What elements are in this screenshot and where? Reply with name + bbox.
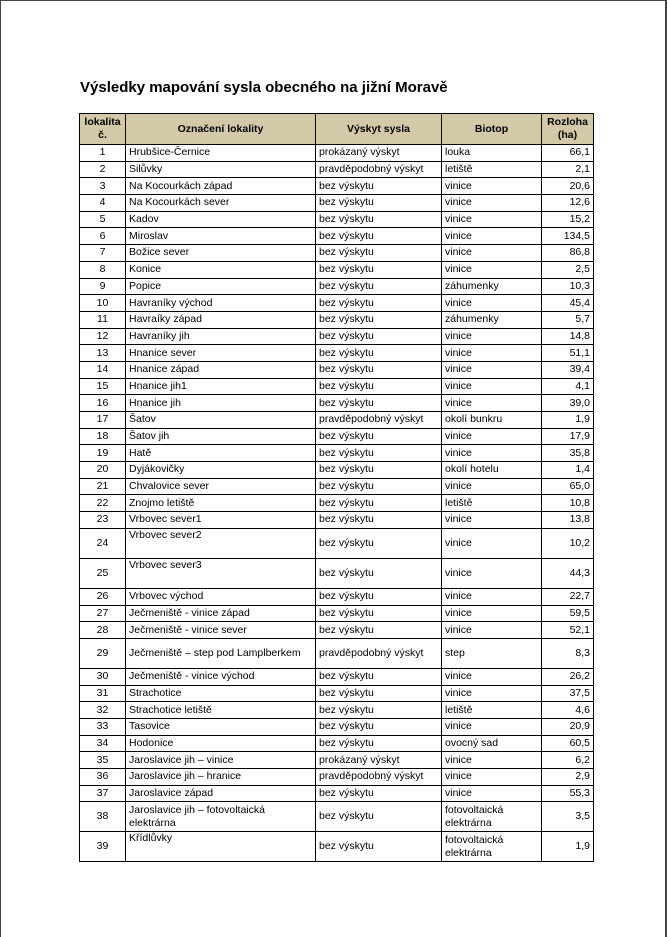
table-row — [80, 395, 594, 412]
biotope-cell: vinice — [442, 512, 542, 529]
table-row — [80, 622, 594, 639]
occurrence-cell: bez výskytu — [316, 718, 442, 735]
table-row — [80, 311, 594, 328]
locality-name-cell: Hnanice jih1 — [126, 378, 316, 395]
locality-name-cell: Jaroslavice jih – fotovoltaická elektrárna — [126, 802, 316, 832]
area-cell: 44,3 — [542, 558, 594, 588]
occurrence-cell: bez výskytu — [316, 478, 442, 495]
occurrence-cell: pravděpodobný výskyt — [316, 769, 442, 786]
area-cell: 1,4 — [542, 462, 594, 479]
locality-number-cell: 12 — [80, 328, 126, 345]
table-row — [80, 228, 594, 245]
locality-number-cell: 32 — [80, 702, 126, 719]
locality-name-cell: Ječmeniště - vinice západ — [126, 605, 316, 622]
table-row — [80, 445, 594, 462]
locality-name-cell: Šatov — [126, 412, 316, 429]
occurrence-cell: bez výskytu — [316, 588, 442, 605]
table-row — [80, 412, 594, 429]
table-row — [80, 512, 594, 529]
locality-number-cell: 36 — [80, 769, 126, 786]
locality-name-cell: Vrbovec východ — [126, 588, 316, 605]
locality-number-cell: 20 — [80, 462, 126, 479]
locality-name-cell: Havraíky západ — [126, 311, 316, 328]
biotope-cell: vinice — [442, 195, 542, 212]
biotope-cell: okolí hotelu — [442, 462, 542, 479]
locality-name-cell: Havraníky jih — [126, 328, 316, 345]
biotope-cell: vinice — [442, 528, 542, 558]
header-locality-name: Označení lokality — [126, 114, 316, 145]
locality-number-cell: 38 — [80, 802, 126, 832]
locality-name-cell: Hnanice západ — [126, 361, 316, 378]
table-row — [80, 161, 594, 178]
locality-name-cell: Vrbovec sever3 — [126, 558, 316, 588]
biotope-cell: vinice — [442, 178, 542, 195]
area-cell: 4,1 — [542, 378, 594, 395]
table-row — [80, 832, 594, 862]
area-cell: 37,5 — [542, 685, 594, 702]
table-row — [80, 528, 594, 558]
biotope-cell: vinice — [442, 245, 542, 262]
biotope-cell: fotovoltaická elektrárna — [442, 832, 542, 862]
area-cell: 2,5 — [542, 261, 594, 278]
locality-number-cell: 16 — [80, 395, 126, 412]
table-row — [80, 718, 594, 735]
table-row — [80, 478, 594, 495]
locality-name-cell: Popice — [126, 278, 316, 295]
area-cell: 66,1 — [542, 145, 594, 162]
locality-number-cell: 31 — [80, 685, 126, 702]
biotope-cell: vinice — [442, 228, 542, 245]
biotope-cell: vinice — [442, 361, 542, 378]
area-cell: 5,7 — [542, 311, 594, 328]
document-title: Výsledky mapování sysla obecného na jižní Moravě — [80, 79, 448, 96]
table-body — [80, 145, 594, 862]
area-cell: 2,1 — [542, 161, 594, 178]
area-cell: 4,6 — [542, 702, 594, 719]
biotope-cell: vinice — [442, 685, 542, 702]
occurrence-cell: bez výskytu — [316, 345, 442, 362]
biotope-cell: vinice — [442, 622, 542, 639]
occurrence-cell: bez výskytu — [316, 735, 442, 752]
area-cell: 35,8 — [542, 445, 594, 462]
locality-number-cell: 27 — [80, 605, 126, 622]
locality-number-cell: 37 — [80, 785, 126, 802]
table-row — [80, 769, 594, 786]
locality-number-cell: 21 — [80, 478, 126, 495]
locality-name-cell: Miroslav — [126, 228, 316, 245]
biotope-cell: ovocný sad — [442, 735, 542, 752]
locality-name-cell: Havraníky východ — [126, 295, 316, 312]
locality-number-cell: 26 — [80, 588, 126, 605]
area-cell: 20,9 — [542, 718, 594, 735]
biotope-cell: vinice — [442, 752, 542, 769]
table-row — [80, 261, 594, 278]
table-row — [80, 495, 594, 512]
table-row — [80, 178, 594, 195]
locality-number-cell: 19 — [80, 445, 126, 462]
locality-number-cell: 1 — [80, 145, 126, 162]
locality-name-cell: Ječmeniště - vinice východ — [126, 668, 316, 685]
locality-number-cell: 2 — [80, 161, 126, 178]
occurrence-cell: prokázaný výskyt — [316, 752, 442, 769]
occurrence-cell: bez výskytu — [316, 378, 442, 395]
biotope-cell: vinice — [442, 428, 542, 445]
biotope-cell: vinice — [442, 211, 542, 228]
occurrence-cell: bez výskytu — [316, 295, 442, 312]
area-cell: 22,7 — [542, 588, 594, 605]
table-row — [80, 588, 594, 605]
locality-number-cell: 8 — [80, 261, 126, 278]
occurrence-cell: bez výskytu — [316, 702, 442, 719]
locality-number-cell: 4 — [80, 195, 126, 212]
locality-number-cell: 10 — [80, 295, 126, 312]
locality-name-cell: Strachotice — [126, 685, 316, 702]
area-cell: 39,4 — [542, 361, 594, 378]
locality-number-cell: 3 — [80, 178, 126, 195]
area-cell: 2,9 — [542, 769, 594, 786]
occurrence-cell: bez výskytu — [316, 528, 442, 558]
occurrence-cell: bez výskytu — [316, 195, 442, 212]
occurrence-cell: bez výskytu — [316, 802, 442, 832]
occurrence-cell: bez výskytu — [316, 832, 442, 862]
biotope-cell: louka — [442, 145, 542, 162]
locality-name-cell: Dyjákovičky — [126, 462, 316, 479]
biotope-cell: záhumenky — [442, 311, 542, 328]
table-row — [80, 638, 594, 668]
locality-name-cell: Silůvky — [126, 161, 316, 178]
locality-number-cell: 18 — [80, 428, 126, 445]
area-cell: 52,1 — [542, 622, 594, 639]
occurrence-cell: bez výskytu — [316, 211, 442, 228]
table-row — [80, 211, 594, 228]
biotope-cell: letiště — [442, 702, 542, 719]
table-row — [80, 735, 594, 752]
biotope-cell: vinice — [442, 588, 542, 605]
occurrence-cell: bez výskytu — [316, 512, 442, 529]
occurrence-cell: bez výskytu — [316, 428, 442, 445]
header-occurrence: Výskyt sysla — [316, 114, 442, 145]
biotope-cell: vinice — [442, 395, 542, 412]
area-cell: 10,8 — [542, 495, 594, 512]
table-row — [80, 328, 594, 345]
locality-number-cell: 9 — [80, 278, 126, 295]
table-row — [80, 558, 594, 588]
area-cell: 59,5 — [542, 605, 594, 622]
biotope-cell: vinice — [442, 718, 542, 735]
occurrence-cell: bez výskytu — [316, 395, 442, 412]
locality-number-cell: 39 — [80, 832, 126, 862]
occurrence-cell: bez výskytu — [316, 558, 442, 588]
area-cell: 13,8 — [542, 512, 594, 529]
table-row — [80, 702, 594, 719]
biotope-cell: vinice — [442, 558, 542, 588]
locality-name-cell: Chvalovice sever — [126, 478, 316, 495]
area-cell: 39,0 — [542, 395, 594, 412]
table-row — [80, 462, 594, 479]
table-header-row — [80, 114, 594, 145]
locality-name-cell: Jaroslavice jih – hranice — [126, 769, 316, 786]
area-cell: 55,3 — [542, 785, 594, 802]
locality-name-cell: Hnanice sever — [126, 345, 316, 362]
biotope-cell: vinice — [442, 345, 542, 362]
table-row — [80, 785, 594, 802]
occurrence-cell: bez výskytu — [316, 228, 442, 245]
locality-name-cell: Hodonice — [126, 735, 316, 752]
locality-number-cell: 14 — [80, 361, 126, 378]
locality-name-cell: Kadov — [126, 211, 316, 228]
page-border-top — [0, 0, 667, 1]
locality-number-cell: 17 — [80, 412, 126, 429]
biotope-cell: vinice — [442, 605, 542, 622]
table-row — [80, 145, 594, 162]
area-cell: 26,2 — [542, 668, 594, 685]
locality-name-cell: Na Kocourkách sever — [126, 195, 316, 212]
locality-name-cell: Šatov jih — [126, 428, 316, 445]
area-cell: 134,5 — [542, 228, 594, 245]
locality-name-cell: Znojmo letiště — [126, 495, 316, 512]
table-row — [80, 605, 594, 622]
occurrence-cell: bez výskytu — [316, 328, 442, 345]
occurrence-cell: bez výskytu — [316, 685, 442, 702]
area-cell: 10,2 — [542, 528, 594, 558]
area-cell: 17,9 — [542, 428, 594, 445]
occurrence-cell: bez výskytu — [316, 445, 442, 462]
locality-name-cell: Křídlůvky — [126, 832, 316, 862]
area-cell: 6,2 — [542, 752, 594, 769]
table-row — [80, 752, 594, 769]
locality-table — [79, 113, 594, 862]
locality-number-cell: 15 — [80, 378, 126, 395]
locality-name-cell: Božice sever — [126, 245, 316, 262]
occurrence-cell: bez výskytu — [316, 622, 442, 639]
occurrence-cell: bez výskytu — [316, 278, 442, 295]
locality-name-cell: Ječmeniště – step pod Lamplberkem — [126, 638, 316, 668]
area-cell: 20,6 — [542, 178, 594, 195]
locality-name-cell: Vrbovec sever1 — [126, 512, 316, 529]
locality-name-cell: Konice — [126, 261, 316, 278]
biotope-cell: letiště — [442, 495, 542, 512]
area-cell: 14,8 — [542, 328, 594, 345]
locality-number-cell: 24 — [80, 528, 126, 558]
biotope-cell: vinice — [442, 769, 542, 786]
table-row — [80, 278, 594, 295]
occurrence-cell: bez výskytu — [316, 361, 442, 378]
locality-name-cell: Ječmeniště - vinice sever — [126, 622, 316, 639]
biotope-cell: vinice — [442, 328, 542, 345]
locality-number-cell: 35 — [80, 752, 126, 769]
locality-name-cell: Strachotice letiště — [126, 702, 316, 719]
occurrence-cell: bez výskytu — [316, 495, 442, 512]
locality-name-cell: Hnanice jih — [126, 395, 316, 412]
biotope-cell: záhumenky — [442, 278, 542, 295]
occurrence-cell: bez výskytu — [316, 668, 442, 685]
biotope-cell: letiště — [442, 161, 542, 178]
biotope-cell: vinice — [442, 378, 542, 395]
area-cell: 1,9 — [542, 832, 594, 862]
locality-number-cell: 29 — [80, 638, 126, 668]
biotope-cell: vinice — [442, 261, 542, 278]
locality-number-cell: 13 — [80, 345, 126, 362]
locality-number-cell: 5 — [80, 211, 126, 228]
area-cell: 15,2 — [542, 211, 594, 228]
occurrence-cell: pravděpodobný výskyt — [316, 412, 442, 429]
area-cell: 1,9 — [542, 412, 594, 429]
locality-number-cell: 23 — [80, 512, 126, 529]
occurrence-cell: pravděpodobný výskyt — [316, 638, 442, 668]
occurrence-cell: bez výskytu — [316, 245, 442, 262]
locality-number-cell: 22 — [80, 495, 126, 512]
area-cell: 45,4 — [542, 295, 594, 312]
locality-name-cell: Hatě — [126, 445, 316, 462]
biotope-cell: okolí bunkru — [442, 412, 542, 429]
table-row — [80, 802, 594, 832]
area-cell: 12,6 — [542, 195, 594, 212]
occurrence-cell: bez výskytu — [316, 178, 442, 195]
area-cell: 8,3 — [542, 638, 594, 668]
occurrence-cell: bez výskytu — [316, 311, 442, 328]
biotope-cell: step — [442, 638, 542, 668]
occurrence-cell: bez výskytu — [316, 605, 442, 622]
area-cell: 60,5 — [542, 735, 594, 752]
locality-name-cell: Vrbovec sever2 — [126, 528, 316, 558]
locality-number-cell: 11 — [80, 311, 126, 328]
occurrence-cell: prokázaný výskyt — [316, 145, 442, 162]
table-row — [80, 195, 594, 212]
locality-number-cell: 25 — [80, 558, 126, 588]
area-cell: 65,0 — [542, 478, 594, 495]
locality-name-cell: Na Kocourkách západ — [126, 178, 316, 195]
table-row — [80, 345, 594, 362]
locality-number-cell: 33 — [80, 718, 126, 735]
table-row — [80, 685, 594, 702]
biotope-cell: vinice — [442, 445, 542, 462]
header-area: Rozloha (ha) — [542, 114, 594, 145]
biotope-cell: vinice — [442, 478, 542, 495]
locality-number-cell: 34 — [80, 735, 126, 752]
locality-number-cell: 28 — [80, 622, 126, 639]
table-row — [80, 295, 594, 312]
locality-name-cell: Jaroslavice západ — [126, 785, 316, 802]
locality-name-cell: Jaroslavice jih – vinice — [126, 752, 316, 769]
table-row — [80, 245, 594, 262]
occurrence-cell: pravděpodobný výskyt — [316, 161, 442, 178]
area-cell: 51,1 — [542, 345, 594, 362]
table-row — [80, 428, 594, 445]
occurrence-cell: bez výskytu — [316, 261, 442, 278]
locality-number-cell: 6 — [80, 228, 126, 245]
biotope-cell: vinice — [442, 295, 542, 312]
locality-number-cell: 7 — [80, 245, 126, 262]
area-cell: 10,3 — [542, 278, 594, 295]
page-border-left — [0, 0, 1, 937]
table-row — [80, 668, 594, 685]
occurrence-cell: bez výskytu — [316, 462, 442, 479]
biotope-cell: fotovoltaická elektrárna — [442, 802, 542, 832]
table-row — [80, 378, 594, 395]
locality-name-cell: Tasovice — [126, 718, 316, 735]
table-row — [80, 361, 594, 378]
area-cell: 86,8 — [542, 245, 594, 262]
biotope-cell: vinice — [442, 785, 542, 802]
occurrence-cell: bez výskytu — [316, 785, 442, 802]
area-cell: 3,5 — [542, 802, 594, 832]
header-biotope: Biotop — [442, 114, 542, 145]
biotope-cell: vinice — [442, 668, 542, 685]
locality-name-cell: Hrubšice-Černice — [126, 145, 316, 162]
header-locality-number: lokalita č. — [80, 114, 126, 145]
locality-number-cell: 30 — [80, 668, 126, 685]
